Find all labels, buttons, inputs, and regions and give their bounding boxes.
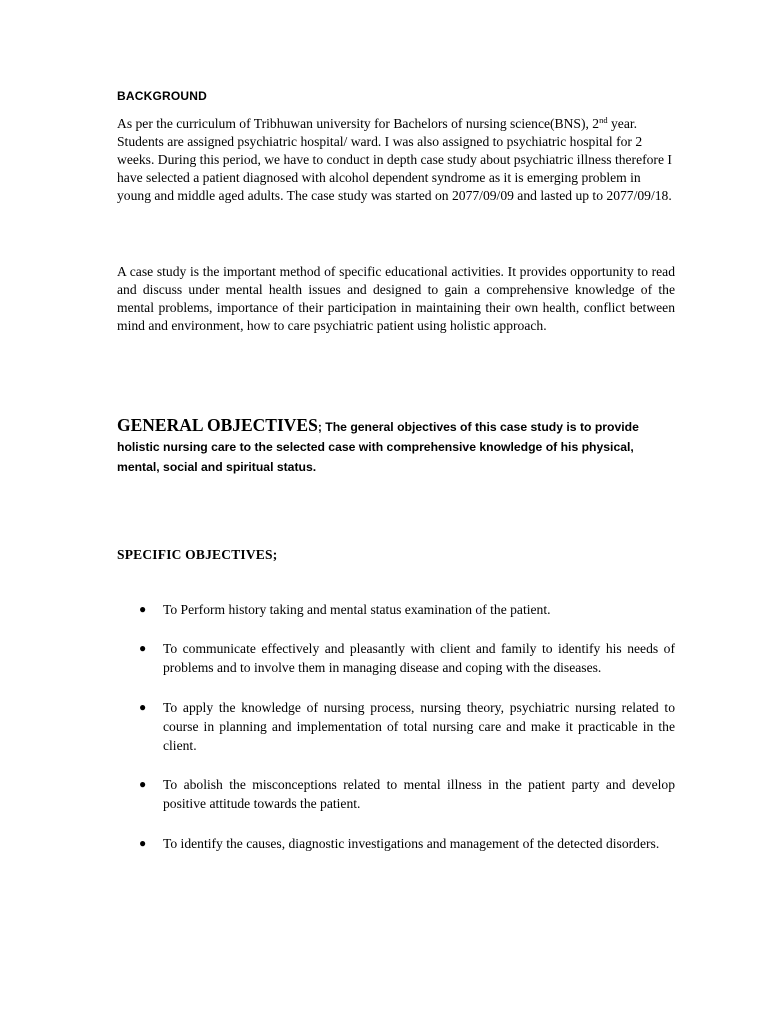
general-objectives-heading: GENERAL OBJECTIVES (117, 415, 318, 435)
background-paragraph-1 (117, 115, 675, 205)
list-item (117, 600, 675, 619)
list-item-text: To identify the causes, diagnostic investigations and management of the detected disorders. (163, 835, 660, 851)
ordinal-superscript: nd (599, 115, 608, 125)
specific-objectives-list (117, 600, 675, 873)
bullet-icon: ● (139, 602, 147, 616)
list-item-text: To apply the knowledge of nursing process, nursing theory, psychiatric nursing related to course in planning and implementation of total nursing care and make it practicable in the client. (163, 699, 675, 754)
bullet-icon: ● (139, 777, 147, 792)
general-objectives-text: ; The general objectives of this case study is to provide holistic nursing care to the selected case with comprehensive knowledge of his physical, mental, social and spiritual status. (117, 420, 639, 474)
background-paragraph-2: A case study is the important method of specific educational activities. It provides opportunity to read and discuss under mental health issues and designed to gain a comprehensive knowledge of the mental problems, importance of their participation in maintaining their own health, conflict between mind and environment, how to care psychiatric patient using holistic approach. (117, 264, 675, 334)
bullet-icon: ● (139, 641, 147, 656)
bullet-icon: ● (139, 835, 147, 850)
list-item-text: To Perform history taking and mental status examination of the patient. (163, 602, 551, 617)
background-heading: BACKGROUND (117, 89, 207, 103)
general-objectives (117, 416, 675, 477)
background-paragraph-1-text-cont: year. Students are assigned psychiatric hospital/ ward. I was also assigned to psychiatric hospital for 2 weeks. During this period, we have to conduct in depth case study about psychiatric illness therefore I have selected a patient diagnosed with alcohol dependent syndrome as it is emerging problem in young and middle aged adults. The case study was started on 2077/09/09 and lasted up to 2077/09/18. (117, 116, 672, 204)
list-item (117, 698, 675, 756)
list-item (117, 639, 675, 677)
list-item (117, 834, 675, 853)
list-item-text: To communicate effectively and pleasantly with client and family to identify his needs of problems and to involve them in managing disease and coping with the diseases. (163, 641, 675, 676)
list-item (117, 775, 675, 813)
bullet-icon: ● (139, 699, 147, 714)
specific-objectives-heading: SPECIFIC OBJECTIVES; (117, 547, 278, 562)
background-paragraph-1-text: As per the curriculum of Tribhuwan university for Bachelors of nursing science(BNS), 2 (117, 116, 600, 131)
list-item-text: To abolish the misconceptions related to mental illness in the patient party and develop positive attitude towards the patient. (163, 777, 675, 812)
